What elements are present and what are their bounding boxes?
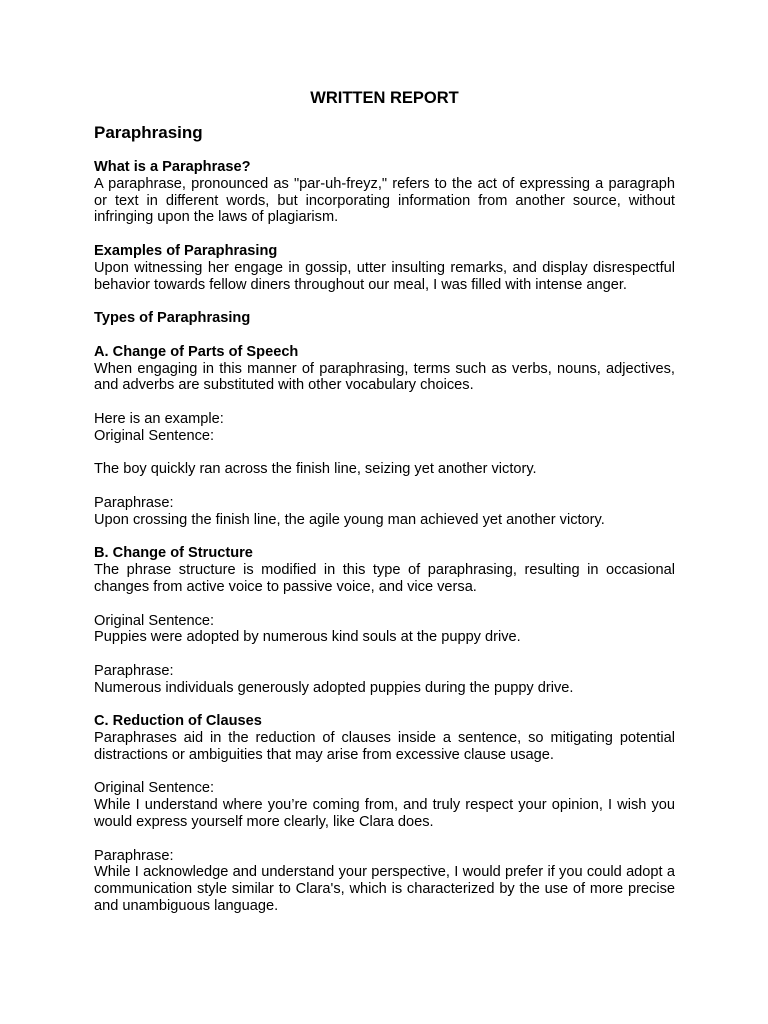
type-b-block — [94, 545, 675, 696]
type-a-heading: A. Change of Parts of Speech — [94, 343, 299, 360]
type-c-heading: C. Reduction of Clauses — [94, 713, 262, 730]
type-c-original-label: Original Sentence: — [94, 780, 215, 797]
what-is-text: A paraphrase, pronounced as "par-uh-freyz," refers to the act of expressing a paragraph or text in different words, but incorporating information from another source, without infringing upon the laws of plagiarism. — [94, 175, 675, 226]
examples-text: Upon witnessing her engage in gossip, utter insulting remarks, and display disrespectful behavior towards fellow diners throughout our meal, I was filled with intense anger. — [94, 259, 675, 293]
type-b-paraphrase-label: Paraphrase: — [94, 662, 174, 679]
type-b-heading: B. Change of Structure — [94, 545, 253, 562]
type-b-paraphrase-text: Numerous individuals generously adopted puppies during the puppy drive. — [94, 679, 574, 696]
type-c-block — [94, 713, 675, 915]
type-c-paraphrase-text: While I acknowledge and understand your perspective, I would prefer if you could adopt a communication style similar to Clara's, which is characterized by the use of more precise and unambiguous language. — [94, 864, 675, 915]
examples-heading: Examples of Paraphrasing — [94, 242, 278, 259]
type-b-original-text: Puppies were adopted by numerous kind souls at the puppy drive. — [94, 629, 521, 646]
document-title: WRITTEN REPORT — [310, 89, 459, 107]
types-heading: Types of Paraphrasing — [94, 310, 251, 327]
type-a-original-label: Original Sentence: — [94, 427, 215, 444]
examples-block — [94, 243, 675, 293]
type-c-text: Paraphrases aid in the reduction of clauses inside a sentence, so mitigating potential distractions or ambiguities that may arise from excessive clause usage. — [94, 730, 675, 763]
type-b-text: The phrase structure is modified in this type of paraphrasing, resulting in occasional changes from active voice to passive voice, and vice versa. — [94, 562, 675, 595]
what-is-block — [94, 159, 675, 226]
type-c-paraphrase-label: Paraphrase: — [94, 847, 174, 864]
type-a-block — [94, 344, 675, 529]
type-b-original-label: Original Sentence: — [94, 612, 215, 629]
type-a-paraphrase-text: Upon crossing the finish line, the agile young man achieved yet another victory. — [94, 511, 605, 528]
section-title: Paraphrasing — [94, 123, 203, 142]
document-page — [94, 88, 675, 915]
type-a-example-intro: Here is an example: — [94, 410, 224, 427]
type-c-original-text: While I understand where you’re coming from, and truly respect your opinion, I wish you would express yourself more clearly, like Clara does. — [94, 797, 675, 831]
type-a-original-text: The boy quickly ran across the finish line, seizing yet another victory. — [94, 461, 537, 478]
type-a-text: When engaging in this manner of paraphrasing, terms such as verbs, nouns, adjectives, and adverbs are substituted with other vocabulary choices. — [94, 360, 675, 394]
what-is-heading: What is a Paraphrase? — [94, 159, 251, 175]
type-a-paraphrase-label: Paraphrase: — [94, 494, 174, 511]
